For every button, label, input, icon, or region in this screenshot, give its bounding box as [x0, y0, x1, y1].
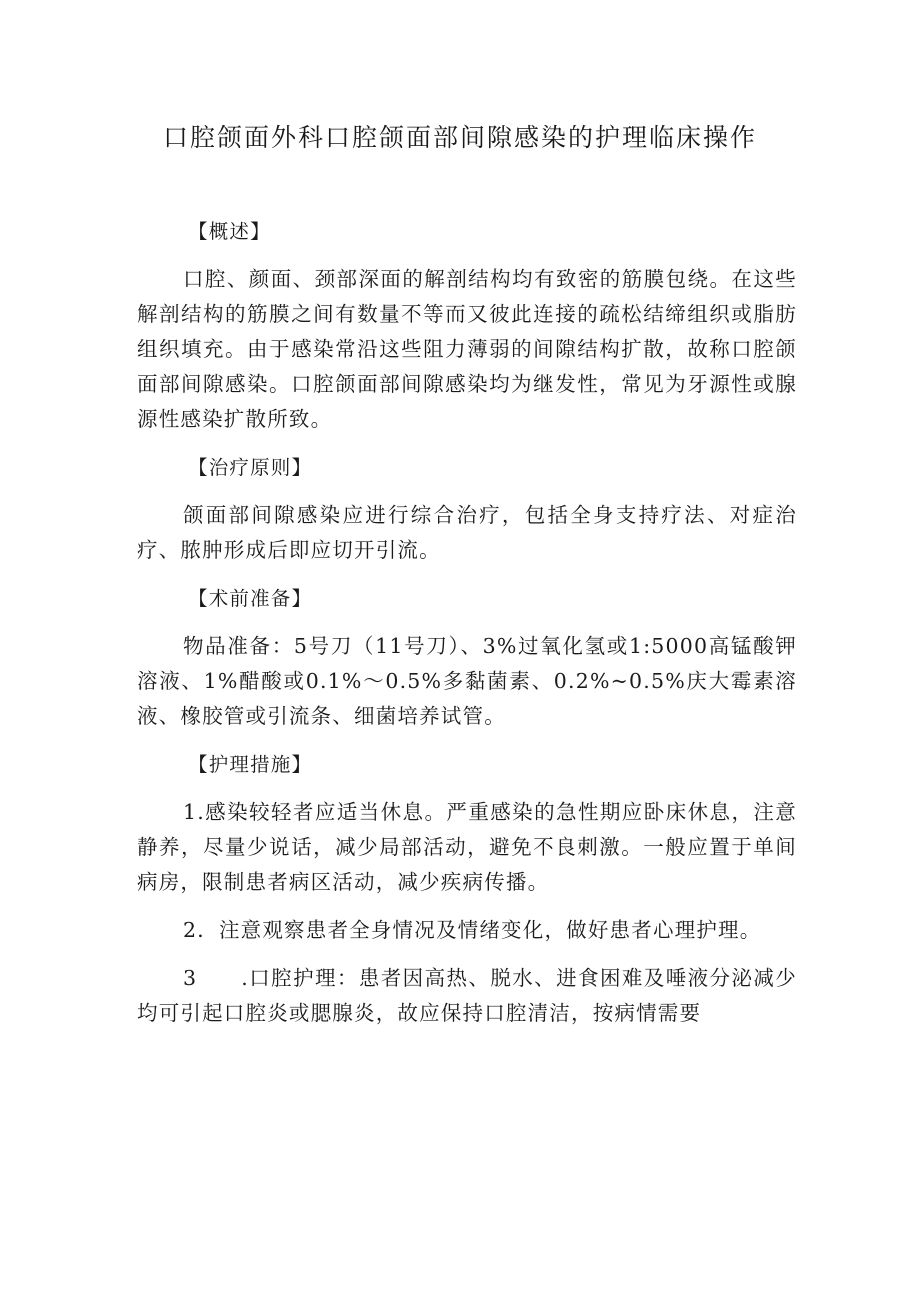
nursing-item-3: 3 .口腔护理：患者因高热、脱水、进食困难及唾液分泌减少均可引起口腔炎或腮腺炎，故应保持口腔清洁，按病情需要	[137, 966, 797, 1025]
document-body	[137, 214, 797, 1044]
nursing-item-1: 1.感染较轻者应适当休息。严重感染的急性期应卧床休息，注意静养，尽量少说话，减少局部活动，避免不良刺激。一般应置于单间病房，限制患者病区活动，减少疾病传播。	[137, 800, 797, 894]
section-heading-treatment: 【治疗原则】	[188, 456, 313, 479]
section-heading-nursing: 【护理措施】	[188, 753, 313, 776]
preop-paragraph: 物品准备：5号刀（11号刀）、3%过氧化氢或1:5000高锰酸钾溶液、1%醋酸或0.1%～0.5%多黏菌素、0.2%~0.5%庆大霉素溶液、橡胶管或引流条、细菌培养试管。	[137, 634, 797, 728]
nursing-item-2: 2．注意观察患者全身情况及情绪变化，做好患者心理护理。	[183, 918, 762, 942]
section-heading-overview: 【概述】	[188, 220, 271, 243]
section-heading-preop: 【术前准备】	[188, 587, 313, 610]
overview-paragraph: 口腔、颜面、颈部深面的解剖结构均有致密的筋膜包绕。在这些解剖结构的筋膜之间有数量不等而又彼此连接的疏松结缔组织或脂肪组织填充。由于感染常沿这些阻力薄弱的间隙结构扩散，故称口腔颌面部间隙感染。口腔颌面部间隙感染均为继发性，常见为牙源性或腺源性感染扩散所致。	[137, 267, 797, 431]
document-title: 口腔颌面外科口腔颌面部间隙感染的护理临床操作	[162, 123, 757, 152]
treatment-paragraph: 颌面部间隙感染应进行综合治疗，包括全身支持疗法、对症治疗、脓肿形成后即应切开引流。	[137, 503, 797, 562]
